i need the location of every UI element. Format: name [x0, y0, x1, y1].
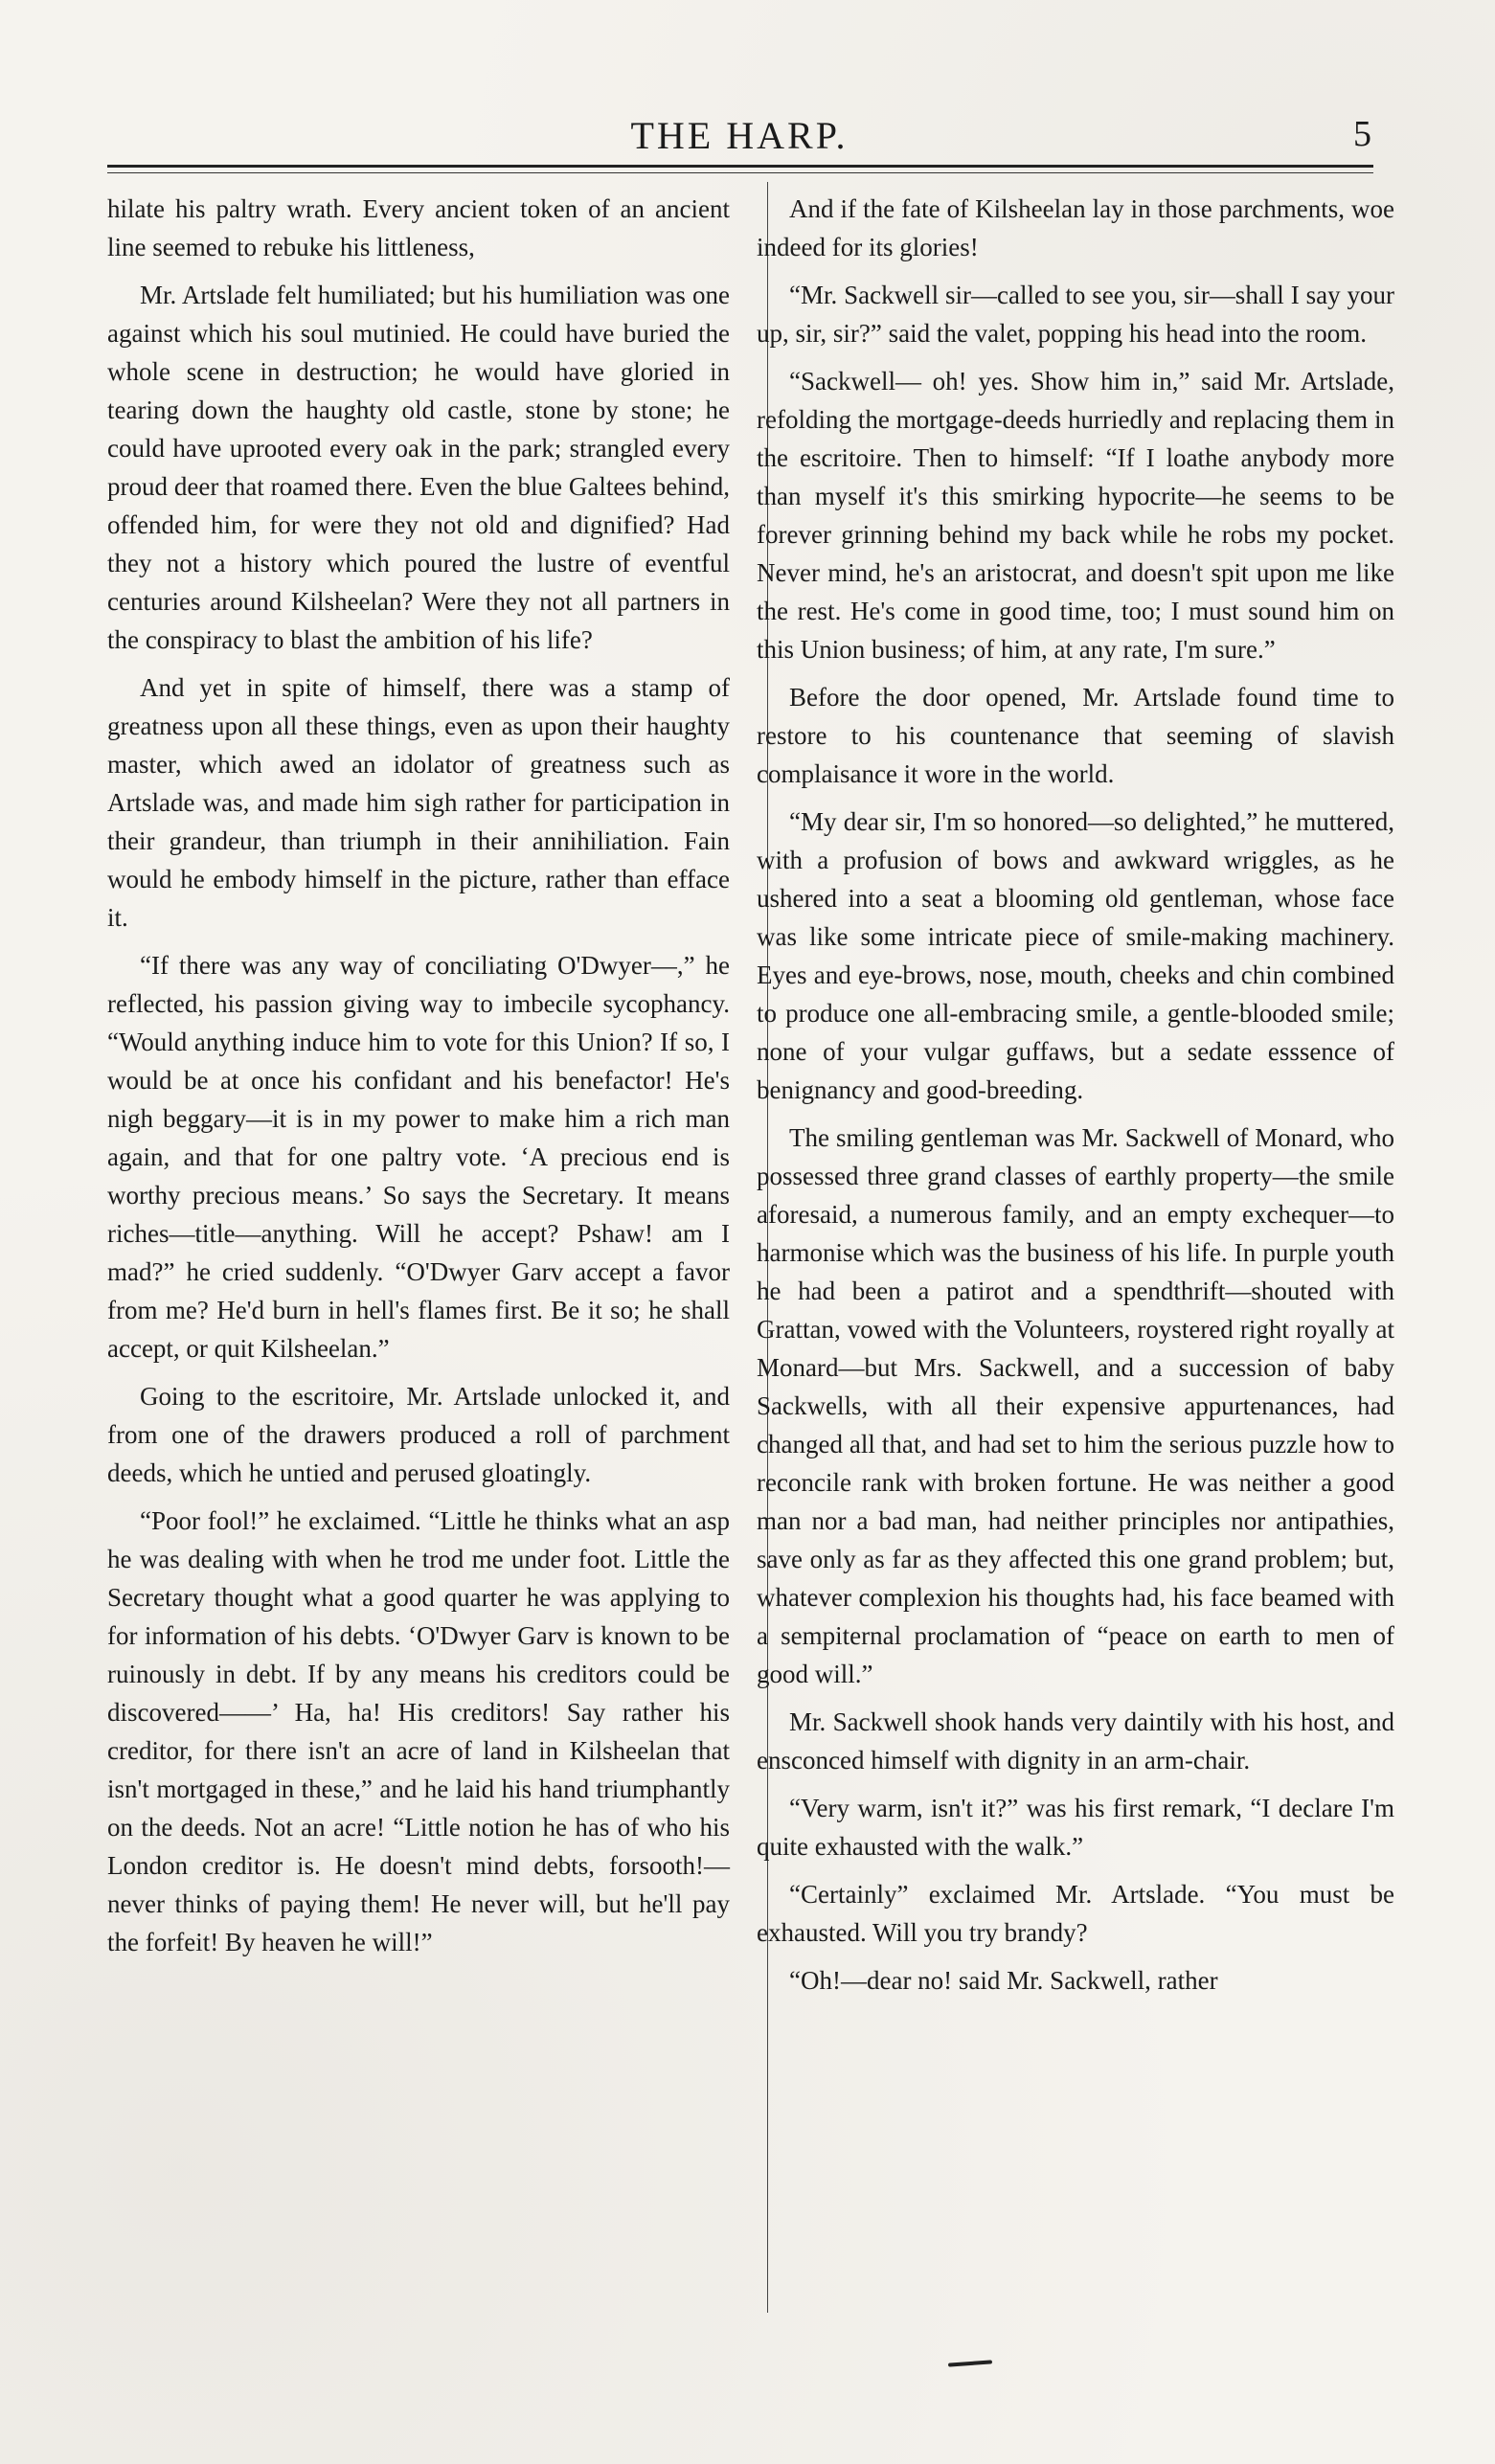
- paragraph: hilate his paltry wrath. Every ancient token of an ancient line seemed to rebuke his littleness,: [107, 194, 730, 261]
- paragraph: And yet in spite of himself, there was a stamp of greatness upon all these things, even as upon their haughty master, which awed an idolator of greatness such as Artslade was, and made him sigh rather for participation in their grandeur, than triumph in their annihiliation. Fain would he embody himself in the picture, rather than efface it.: [107, 673, 730, 932]
- paragraph: “Oh!—dear no! said Mr. Sackwell, rather: [789, 1966, 1218, 1995]
- paragraph: “Sackwell— oh! yes. Show him in,” said Mr. Artslade, refolding the mortgage-deeds hurriedly and replacing them in the escritoire. Then to himself: “If I loathe anybody more than myself it's this smirking hypocrite—he seems to be forever grinning behind my back while he robs my pocket. Never mind, he's an aristocrat, and doesn't spit upon me like the rest. He's come in good time, too; I must sound him on this Union business; of him, at any rate, I'm sure.”: [757, 367, 1394, 664]
- right-column: [757, 190, 1394, 2009]
- paragraph: Mr. Sackwell shook hands very daintily with his host, and ensconced himself with dignity in an arm-chair.: [757, 1707, 1394, 1775]
- ornament-dash: [948, 2360, 992, 2366]
- paragraph: “Very warm, isn't it?” was his first remark, “I declare I'm quite exhausted with the walk.”: [757, 1794, 1394, 1861]
- running-title: THE HARP.: [630, 114, 849, 157]
- paragraph: Going to the escritoire, Mr. Artslade unlocked it, and from one of the drawers produced a roll of parchment deeds, which he untied and perused gloatingly.: [107, 1382, 730, 1487]
- paragraph: Before the door opened, Mr. Artslade found time to restore to his countenance that seeming of slavish complaisance it wore in the world.: [757, 683, 1394, 788]
- paragraph: “My dear sir, I'm so honored—so delighted,” he muttered, with a profusion of bows and awkward wriggles, as he ushered into a seat a blooming old gentleman, whose face was like some intricate piece of smile-making machinery. Eyes and eye-brows, nose, mouth, cheeks and chin combined to produce one all-embracing smile, a gentle-blooded smile; none of your vulgar guffaws, but a sedate esssence of benignancy and good-breeding.: [757, 807, 1394, 1104]
- header-rule-thin: [107, 172, 1373, 173]
- paragraph: “If there was any way of conciliating O'Dwyer—,” he reflected, his passion giving way to imbecile sycophancy. “Would anything induce him to vote for this Union? If so, I would be at once his confidant and his benefactor! He's nigh beggary—it is in my power to make him a rich man again, and that for one paltry vote. ‘A precious end is worthy precious means.’ So says the Secretary. It means riches—title—anything. Will he accept? Pshaw! am I mad?” he cried suddenly. “O'Dwyer Garv accept a favor from me? He'd burn in hell's flames first. Be it so; he shall accept, or quit Kilsheelan.”: [107, 951, 730, 1363]
- header-rule-thick: [107, 165, 1373, 168]
- paragraph: And if the fate of Kilsheelan lay in those parchments, woe indeed for its glories!: [757, 194, 1394, 261]
- paragraph: Mr. Artslade felt humiliated; but his humiliation was one against which his soul mutinied. He could have buried the whole scene in destruction; he would have gloried in tearing down the haughty old castle, stone by stone; he could have uprooted every oak in the park; strangled every proud deer that roamed there. Even the blue Galtees behind, offended him, for were they not old and dignified? Had they not a history which poured the lustre of eventful centuries around Kilsheelan? Were they not all partners in the conspiracy to blast the ambition of his life?: [107, 281, 730, 654]
- paragraph: “Poor fool!” he exclaimed. “Little he thinks what an asp he was dealing with when he trod me under foot. Little the Secretary thought what a good quarter he was applying to for information of his debts. ‘O'Dwyer Garv is known to be ruinously in debt. If by any means his creditors could be discovered——’ Ha, ha! His creditors! Say rather his creditor, for there isn't an acre of land in Kilsheelan that isn't mortgaged in these,” and he laid his hand triumphantly on the deeds. Not an acre! “Little notion he has of who his London creditor is. He doesn't mind debts, forsooth!—never thinks of paying them! He never will, but he'll pay the forfeit! By heaven he will!”: [107, 1506, 730, 1956]
- page-header: [107, 105, 1371, 163]
- left-column: [107, 190, 730, 1971]
- paragraph: The smiling gentleman was Mr. Sackwell of Monard, who possessed three grand classes of earthly property—the smile aforesaid, a numerous family, and an empty exchequer—to harmonise which was the business of his life. In purple youth he had been a patirot and a spendthrift—shouted with Grattan, vowed with the Volunteers, roystered right royally at Monard—but Mrs. Sackwell, and a succession of baby Sackwells, with all their expensive appurtenances, had changed all that, and had set to him the serious puzzle how to reconcile rank with broken fortune. He was neither a good man nor a bad man, had neither principles nor antipathies, save only as far as they affected this one grand problem; but, whatever complexion his thoughts had, his face beamed with a sempiternal proclamation of “peace on earth to men of good will.”: [757, 1123, 1394, 1688]
- paragraph: “Certainly” exclaimed Mr. Artslade. “You must be exhausted. Will you try brandy?: [757, 1880, 1394, 1947]
- paragraph: “Mr. Sackwell sir—called to see you, sir—shall I say your up, sir, sir?” said the valet, popping his head into the room.: [757, 281, 1394, 348]
- page-number: 5: [1353, 114, 1371, 154]
